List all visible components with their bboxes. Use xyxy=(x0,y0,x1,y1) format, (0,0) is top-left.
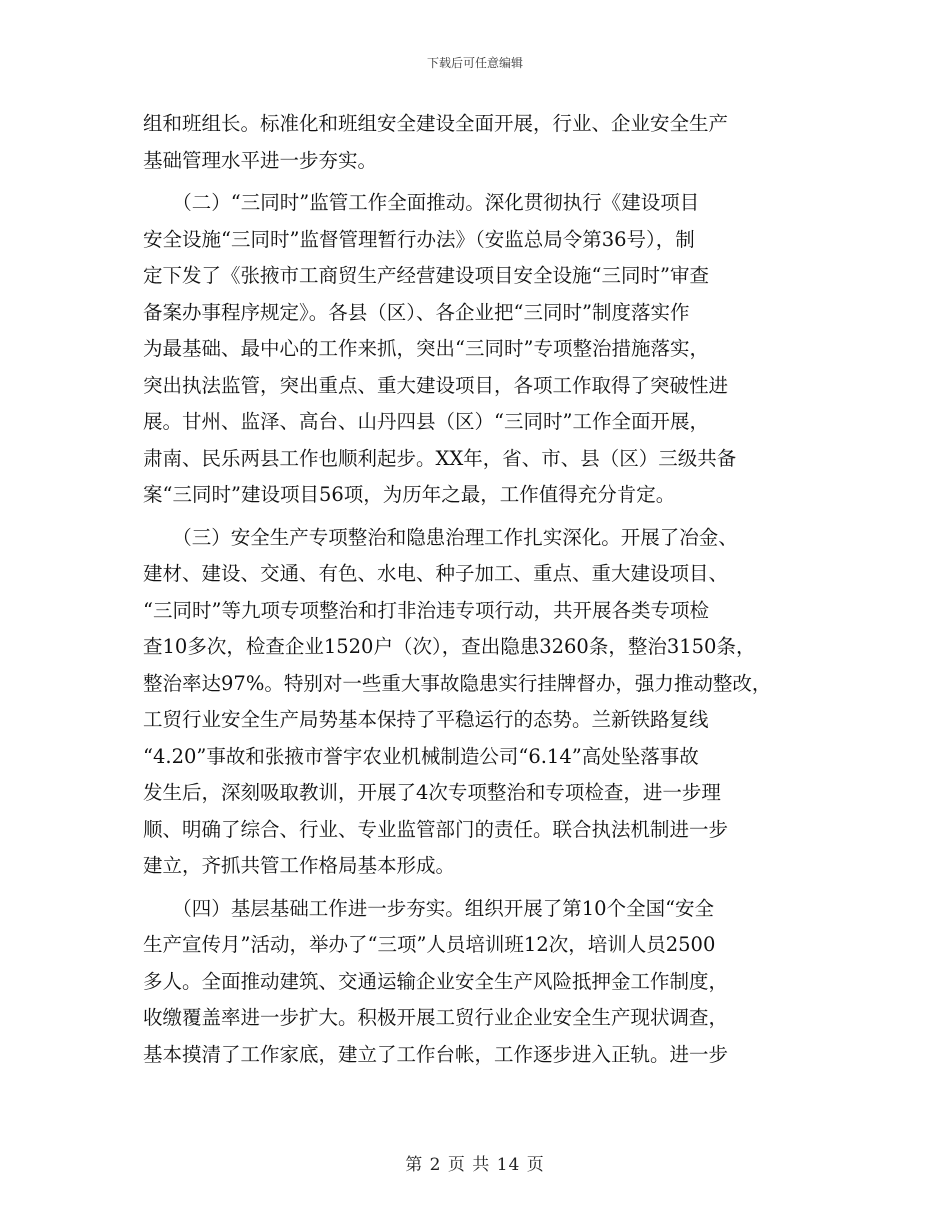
text-line: 多人。全面推动建筑、交通运输企业安全生产风险抵押金工作制度， xyxy=(143,969,729,993)
text-line: 肃南、民乐两县工作也顺利起步。XX年，省、市、县（区）三级共备 xyxy=(143,446,737,470)
text-line: 生产宣传月”活动，举办了“三项”人员培训班12次，培训人员2500 xyxy=(143,933,716,956)
text-line: 安全设施“三同时”监督管理暂行办法》（安监总局令第36号），制 xyxy=(143,227,695,251)
text-line: 备案办事程序规定》。各县（区）、各企业把“三同时”制度落实作 xyxy=(143,300,690,324)
text-line: 顺、明确了综合、行业、专业监管部门的责任。联合执法机制进一步 xyxy=(143,817,729,841)
text-line: 收缴覆盖率进一步扩大。积极开展工贸行业企业安全生产现状调查， xyxy=(143,1006,729,1029)
page-header-note: 下载后可任意编辑 xyxy=(426,56,523,70)
text-line: 基本摸清了工作家底，建立了工作台帐，工作逐步进入正轨。进一步 xyxy=(143,1042,729,1066)
text-line: 定下发了《张掖市工商贸生产经营建设项目安全设施“三同时”审查 xyxy=(143,264,709,287)
text-line: 展。甘州、监泽、高台、山丹四县（区）“三同时”工作全面开展， xyxy=(143,410,709,433)
text-line: （三）安全生产专项整治和隐患治理工作扎实深化。开展了冶金、 xyxy=(143,525,738,549)
document-body xyxy=(143,106,823,1073)
text-line: 组和班组长。标准化和班组安全建设全面开展，行业、企业安全生产 xyxy=(143,112,729,135)
page-number-footer: 第 2 页 共 14 页 xyxy=(405,1155,545,1175)
text-line: 建立，齐抓共管工作格局基本形成。 xyxy=(143,854,456,877)
text-line: “三同时”等九项专项整治和打非治违专项行动，共开展各类专项检 xyxy=(143,598,709,622)
text-line: 基础管理水平进一步夯实。 xyxy=(143,148,378,172)
text-line: 建材、建设、交通、有色、水电、种子加工、重点、重大建设项目、 xyxy=(143,562,729,585)
text-line: （二）“三同时”监管工作全面推动。深化贯彻执行《建设项目 xyxy=(143,191,700,214)
text-line: 工贸行业安全生产局势基本保持了平稳运行的态势。兰新铁路复线 xyxy=(143,708,709,731)
text-line: 案“三同时”建设项目56项，为历年之最，工作值得充分肯定。 xyxy=(143,483,676,506)
text-line: 发生后，深刻吸取教训，开展了4次专项整治和专项检查，进一步理 xyxy=(143,781,721,804)
text-line: 整治率达97%。特别对一些重大事故隐患实行挂牌督办，强力推动整改， xyxy=(143,671,772,695)
text-line: “4.20”事故和张掖市誉宇农业机械制造公司“6.14”高处坠落事故 xyxy=(143,744,699,768)
text-line: 突出执法监管，突出重点、重大建设项目，各项工作取得了突破性进 xyxy=(143,373,729,397)
text-line: 为最基础、最中心的工作来抓，突出“三同时”专项整治措施落实， xyxy=(143,337,709,360)
text-line: （四）基层基础工作进一步夯实。组织开展了第10个全国“安全 xyxy=(143,896,715,920)
text-line: 查10多次，检查企业1520户（次），查出隐患3260条，整治3150条， xyxy=(143,635,756,658)
